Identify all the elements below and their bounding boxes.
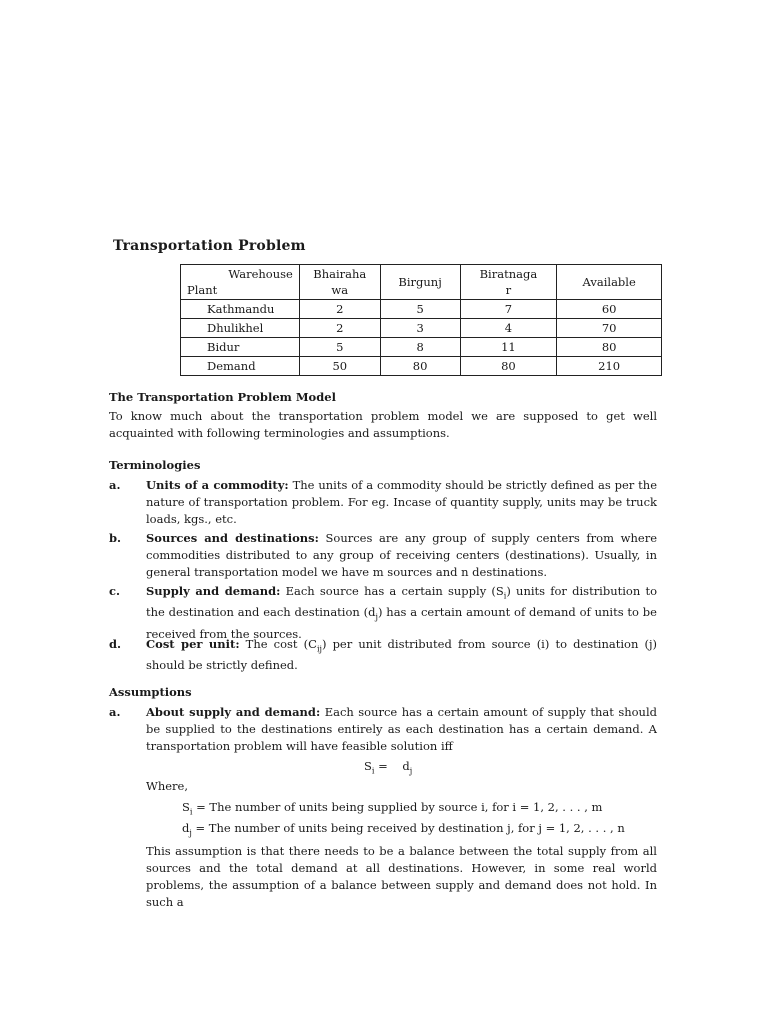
- table-cell: 80: [460, 357, 557, 376]
- where-label: Where,: [146, 779, 188, 793]
- table-row: [181, 319, 662, 338]
- term-text: Each source has a certain amount of supply that should be supplied to the destinations entirely as each destination has a certain demand. A transportation problem will have feasible solution iff: [146, 705, 657, 753]
- definition-supply: $S_i$ = The number of units being supplied by source i, for i = 1, 2, . . . , m: [182, 800, 603, 817]
- table-cell: 70: [557, 319, 662, 338]
- row-label: Demand: [181, 357, 300, 376]
- assumptions-heading: Assumptions: [109, 685, 192, 699]
- list-marker: a.: [109, 705, 121, 719]
- term-text: Sources are any group of supply centers from where commodities distributed to any group of receiving centers (destinations). Usually, in general transportation model we have m sources and n destinations.: [146, 531, 657, 579]
- table-corner-cell: [181, 265, 300, 300]
- table-cell: 60: [557, 300, 662, 319]
- table-row: [181, 300, 662, 319]
- list-marker: d.: [109, 637, 122, 651]
- list-marker: c.: [109, 584, 121, 598]
- corner-warehouse-label: Warehouse: [228, 267, 293, 281]
- table-cell: 4: [460, 319, 557, 338]
- table-cell: 2: [299, 300, 380, 319]
- row-label: Dhulikhel: [181, 319, 300, 338]
- term-label: About supply and demand:: [146, 705, 321, 719]
- page-title: Transportation Problem: [113, 238, 306, 254]
- table-cell: 2: [299, 319, 380, 338]
- corner-plant-label: Plant: [187, 283, 218, 297]
- table-cell: 5: [380, 300, 460, 319]
- table-cell: 11: [460, 338, 557, 357]
- term-text: The units of a commodity should be strictly defined as per the nature of transportation problem. For eg. Incase of quantity supply, units may be truck loads, kgs., etc.: [146, 478, 657, 526]
- term-label: Cost per unit:: [146, 637, 240, 651]
- table-header-row: [181, 265, 662, 300]
- transportation-table: [180, 264, 662, 376]
- table-cell: 210: [557, 357, 662, 376]
- terminologies-heading: Terminologies: [109, 458, 201, 472]
- table-cell: 80: [380, 357, 460, 376]
- table-cell: 5: [299, 338, 380, 357]
- term-label: Supply and demand:: [146, 584, 281, 598]
- column-header: Birgunj: [380, 265, 460, 300]
- column-header: Biratnaga r: [460, 265, 557, 300]
- row-label: Kathmandu: [181, 300, 300, 319]
- table-cell: 80: [557, 338, 662, 357]
- table-row: [181, 338, 662, 357]
- model-heading: The Transportation Problem Model: [109, 390, 336, 404]
- definition-demand: $d_j$ = The number of units being received by destination j, for j = 1, 2, . . . , n: [182, 821, 625, 838]
- list-marker: a.: [109, 478, 121, 492]
- table-row: [181, 357, 662, 376]
- table-cell: 8: [380, 338, 460, 357]
- list-marker: b.: [109, 531, 122, 545]
- table-cell: 3: [380, 319, 460, 338]
- balance-paragraph: This assumption is that there needs to be a balance between the total supply from all sources and the total demand at all destinations. However, in some real world problems, the assumption of a balance between supply and demand does not hold. In such a: [146, 844, 657, 909]
- table-cell: 50: [299, 357, 380, 376]
- model-intro: To know much about the transportation problem model we are supposed to get well acquainted with following terminologies and assumptions.: [109, 409, 657, 440]
- term-label: Units of a commodity:: [146, 478, 289, 492]
- term-label: Sources and destinations:: [146, 531, 319, 545]
- feasibility-equation: $S_i$ = $d_j$: [364, 759, 413, 776]
- table-cell: 7: [460, 300, 557, 319]
- column-header: Bhairaha wa: [299, 265, 380, 300]
- row-label: Bidur: [181, 338, 300, 357]
- column-header: Available: [557, 265, 662, 300]
